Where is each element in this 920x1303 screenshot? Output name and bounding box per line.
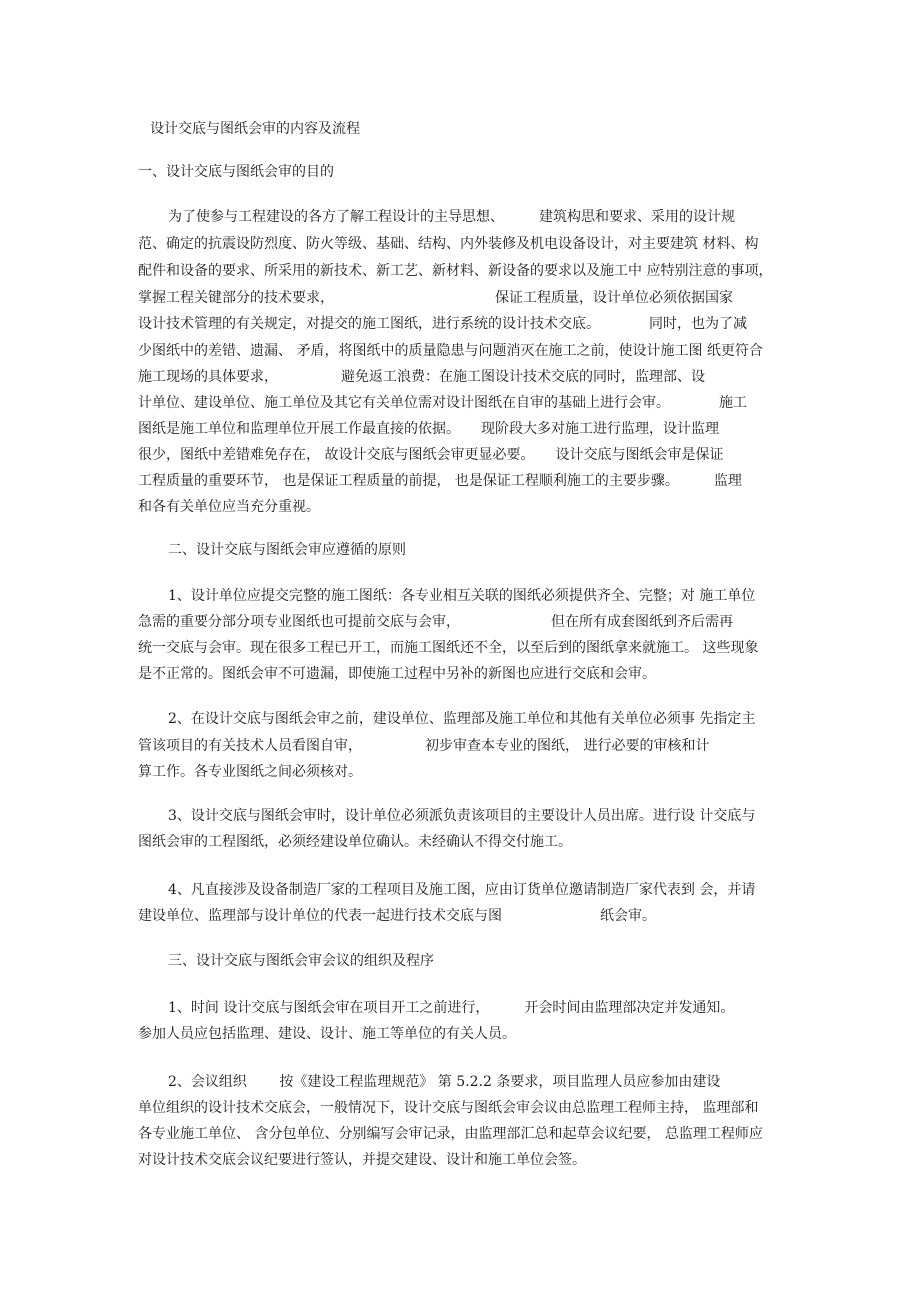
paragraph-line: 急需的重要分部分项专业图纸也可提前交底与会审， 但在所有成套图纸到齐后需再 bbox=[138, 614, 733, 630]
paragraph-line: 2、在设计交底与图纸会审之前，建设单位、监理部及施工单位和其他有关单位必须事 先指定主 bbox=[168, 711, 756, 727]
paragraph-line: 掌握工程关键部分的技术要求， 保证工程质量，设计单位必须依据国家 bbox=[138, 290, 733, 306]
paragraph-line: 设计技术管理的有关规定，对提交的施工图纸，进行系统的设计技术交底。 同时，也为了减 bbox=[138, 316, 747, 332]
paragraph-line: 3、设计交底与图纸会审时，设计单位必须派负责该项目的主要设计人员出席。进行设 计交底与 bbox=[168, 808, 756, 824]
paragraph-line: 管该项目的有关技术人员看图自审， 初步审查本专业的图纸， 进行必要的审核和计 bbox=[138, 738, 710, 754]
paragraph-line: 计单位、建设单位、施工单位及其它有关单位需对设计图纸在自审的基础上进行会审。 施工 bbox=[138, 395, 747, 411]
paragraph-line: 范、确定的抗震设防烈度、防火等级、基础、结构、内外装修及机电设备设计，对主要建筑 材料、构 bbox=[138, 236, 759, 252]
paragraph-line: 2、会议组织 按《建设工程监理规范》 第 5.2.2 条要求，项目监理人员应参加由建设 bbox=[168, 1074, 721, 1090]
paragraph-line: 少图纸中的差错、遗漏、 矛盾，将图纸中的质量隐患与问题消灭在施工之前，使设计施工图 纸更符合 bbox=[138, 343, 763, 359]
paragraph-line: 单位组织的设计技术交底会，一般情况下，设计交底与图纸会审会议由总监理工程师主持， 监理部和 bbox=[138, 1100, 759, 1116]
paragraph-line: 统一交底与会审。现在很多工程已开工，而施工图纸还不全，以至后到的图纸拿来就施工。 这些现象 bbox=[138, 640, 759, 656]
paragraph-line: 很少，图纸中差错难免存在， 故设计交底与图纸会审更显必要。 设计交底与图纸会审是保证 bbox=[138, 447, 724, 463]
document-title: 设计交底与图纸会审的内容及流程 bbox=[150, 121, 360, 137]
paragraph-line: 4、凡直接涉及设备制造厂家的工程项目及施工图，应由订货单位邀请制造厂家代表到 会，并请 bbox=[168, 882, 756, 898]
paragraph-line: 工程质量的重要环节， 也是保证工程质量的前提， 也是保证工程顺利施工的主要步骤。 监理 bbox=[138, 473, 742, 489]
paragraph-line: 配件和设备的要求、所采用的新技术、新工艺、新材料、新设备的要求以及施工中 应特别注意的事项， bbox=[138, 263, 773, 279]
paragraph-line: 图纸会审的工程图纸，必须经建设单位确认。未经确认不得交付施工。 bbox=[138, 834, 572, 850]
paragraph-line: 和各有关单位应当充分重视。 bbox=[138, 499, 320, 515]
paragraph-line: 对设计技术交底会议纪要进行签认，并提交建设、设计和施工单位会签。 bbox=[138, 1152, 586, 1168]
paragraph-line: 是不正常的。图纸会审不可遗漏，即使施工过程中另补的新图也应进行交底和会审。 bbox=[138, 666, 656, 682]
paragraph-line: 1、设计单位应提交完整的施工图纸：各专业相互关联的图纸必须提供齐全、完整；对 施工单位 bbox=[168, 588, 756, 604]
paragraph-line: 各专业施工单位、 含分包单位、分别编写会审记录，由监理部汇总和起草会议纪要， 总监理工程师应 bbox=[138, 1126, 763, 1142]
paragraph-line: 建设单位、监理部与设计单位的代表一起进行技术交底与图 纸会审。 bbox=[138, 908, 656, 924]
paragraph-line: 1、时间 设计交底与图纸会审在项目开工之前进行， 开会时间由监理部决定并发通知。 bbox=[168, 1000, 735, 1016]
paragraph-line: 为了使参与工程建设的各方了解工程设计的主导思想、 建筑构思和要求、采用的设计规 bbox=[168, 209, 735, 225]
paragraph-line: 施工现场的具体要求， 避免返工浪费：在施工图设计技术交底的同时，监理部、设 bbox=[138, 369, 705, 385]
paragraph-line: 算工作。各专业图纸之间必须核对。 bbox=[138, 764, 362, 780]
section-1-heading: 一、设计交底与图纸会审的目的 bbox=[138, 164, 334, 180]
section-3-heading: 三、设计交底与图纸会审会议的组织及程序 bbox=[168, 953, 434, 969]
paragraph-line: 图纸是施工单位和监理单位开展工作最直接的依据。 现阶段大多对施工进行监理，设计监理 bbox=[138, 421, 719, 437]
paragraph-line: 参加人员应包括监理、建设、设计、施工等单位的有关人员。 bbox=[138, 1026, 516, 1042]
section-2-heading: 二、设计交底与图纸会审应遵循的原则 bbox=[168, 542, 406, 558]
